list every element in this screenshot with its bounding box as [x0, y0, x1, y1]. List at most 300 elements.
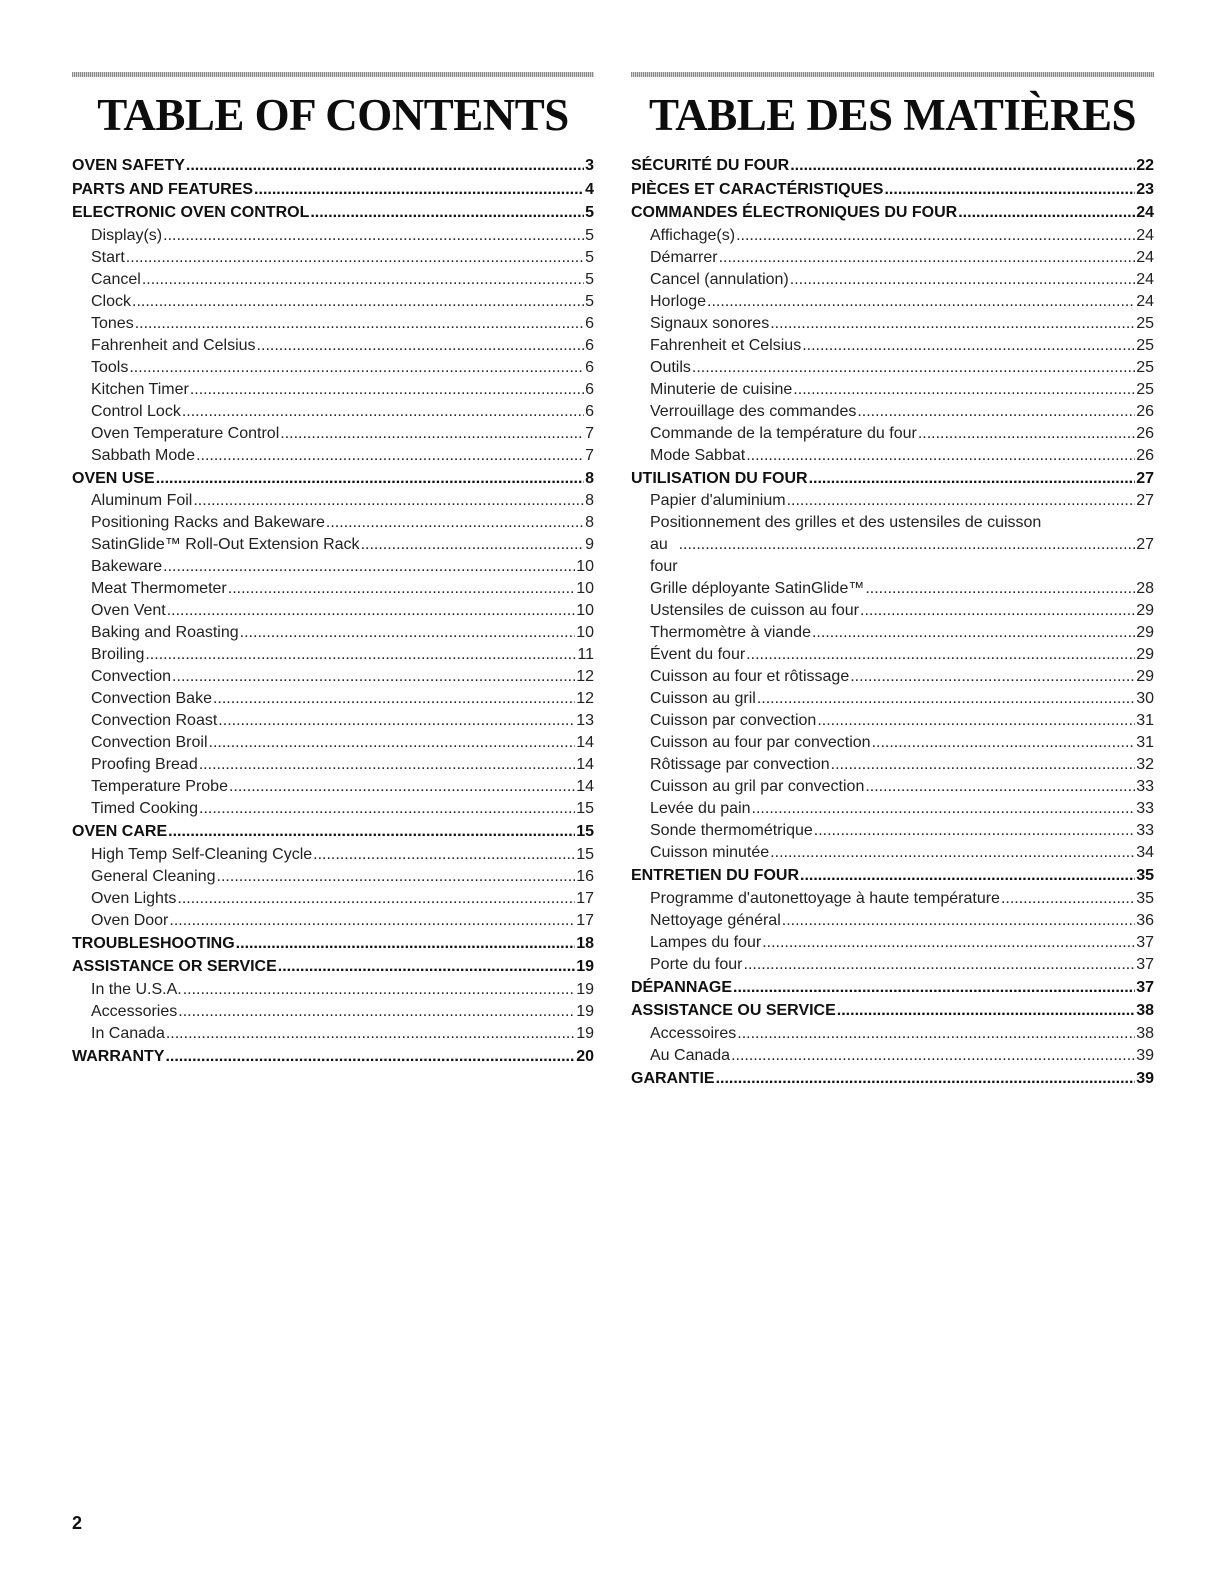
toc-subsection-entry[interactable]	[631, 842, 1154, 864]
toc-subsection-entry[interactable]	[631, 688, 1154, 710]
dot-leader	[817, 710, 1135, 732]
dot-leader	[872, 732, 1136, 754]
toc-page-number: 36	[1136, 911, 1154, 929]
dot-leader	[213, 688, 575, 710]
toc-entry-title: In Canada	[91, 1024, 165, 1042]
toc-page-number: 10	[576, 602, 594, 619]
toc-subsection-entry[interactable]	[72, 688, 594, 710]
toc-entry-title: Commande de la température du four	[650, 424, 917, 442]
dot-leader	[163, 556, 575, 578]
toc-subsection-entry[interactable]	[72, 844, 594, 866]
toc-subsection-entry[interactable]	[72, 754, 594, 776]
toc-subsection-entry[interactable]	[72, 335, 594, 357]
toc-entry-title: Accessoires	[650, 1024, 737, 1042]
dot-leader	[692, 357, 1135, 379]
toc-subsection-entry[interactable]	[72, 866, 594, 888]
toc-entry-title: Cuisson minutée	[650, 844, 770, 861]
toc-entry-title: Minuterie de cuisine	[650, 380, 793, 398]
toc-page-number: 35	[1136, 889, 1154, 907]
toc-entry-title: Convection Bake	[91, 690, 212, 707]
toc-entry-title: Meat Thermometer	[91, 580, 227, 597]
toc-section-entry[interactable]	[631, 999, 1154, 1023]
dot-leader	[762, 932, 1135, 954]
dot-leader	[812, 622, 1135, 644]
toc-entry-title: Baking and Roasting	[91, 624, 239, 641]
dot-leader	[837, 999, 1135, 1023]
toc-entry-title: Fahrenheit and Celsius	[91, 336, 256, 354]
toc-entry-title: Display(s)	[91, 226, 163, 244]
toc-page-number: 18	[576, 934, 594, 952]
dot-leader	[199, 754, 575, 776]
dot-leader	[884, 178, 1135, 202]
toc-entry-title: Rôtissage par convection	[650, 756, 830, 773]
dot-leader	[135, 313, 584, 335]
toc-page-number: 19	[576, 958, 594, 975]
toc-section-entry[interactable]	[72, 467, 594, 491]
toc-column-english	[72, 72, 594, 1068]
dot-leader	[831, 754, 1136, 776]
dot-leader	[860, 600, 1135, 622]
dot-leader	[770, 313, 1135, 335]
toc-entry-title: TROUBLESHOOTING	[72, 934, 235, 952]
toc-subsection-entry[interactable]	[72, 556, 594, 578]
toc-subsection-entry[interactable]	[72, 1001, 594, 1023]
toc-entry-title: Thermomètre à viande	[650, 624, 811, 641]
toc-entry-title: Tools	[91, 358, 129, 376]
toc-entry-title: Oven Door	[91, 911, 169, 929]
dot-leader	[865, 578, 1135, 600]
dot-leader	[736, 225, 1135, 247]
toc-section-entry[interactable]	[72, 932, 594, 956]
toc-entry-title: Aluminum Foil	[91, 492, 193, 509]
toc-page-number: 26	[1136, 446, 1154, 464]
toc-page-number: 14	[576, 734, 594, 751]
toc-entry-title: Cuisson par convection	[650, 712, 817, 729]
toc-subsection-entry[interactable]	[631, 666, 1154, 688]
toc-page-number: 19	[576, 1024, 594, 1042]
dot-leader	[752, 798, 1136, 820]
dot-leader	[865, 776, 1135, 798]
toc-page-number: 17	[576, 889, 594, 907]
dot-leader	[737, 1023, 1135, 1045]
dot-leader	[802, 335, 1135, 357]
toc-page-number: 17	[576, 911, 594, 929]
toc-page-number: 27	[1136, 492, 1154, 509]
toc-page-number: 32	[1136, 756, 1154, 773]
toc-section-entry[interactable]	[72, 820, 594, 844]
toc-subsection-entry[interactable]	[72, 225, 594, 247]
toc-page-number: 5	[585, 270, 594, 288]
toc-page-number: 9	[585, 536, 594, 553]
toc-subsection-entry[interactable]	[631, 401, 1154, 423]
toc-page-number: 5	[585, 226, 594, 244]
dot-leader	[166, 1023, 575, 1045]
toc-entry-title: SÉCURITÉ DU FOUR	[631, 157, 790, 174]
toc-page-number: 6	[585, 402, 594, 420]
dot-leader	[156, 467, 584, 491]
dot-leader	[361, 534, 585, 556]
dot-leader	[177, 888, 575, 910]
toc-entry-title: SatinGlide™ Roll-Out Extension Rack	[91, 536, 360, 553]
dot-leader	[129, 357, 584, 379]
toc-page-number: 6	[585, 314, 594, 332]
toc-subsection-entry[interactable]	[72, 979, 594, 1001]
toc-section-entry[interactable]	[72, 201, 594, 225]
dot-leader	[217, 866, 576, 888]
toc-subsection-entry[interactable]	[631, 357, 1154, 379]
toc-page-number: 30	[1136, 690, 1154, 707]
toc-section-entry[interactable]	[72, 178, 594, 202]
toc-page-number: 6	[585, 380, 594, 398]
dot-leader	[800, 864, 1135, 888]
dot-leader	[168, 820, 575, 844]
toc-entry-title: DÉPANNAGE	[631, 978, 733, 996]
toc-column-french	[631, 72, 1154, 1090]
toc-page-number: 31	[1136, 734, 1154, 751]
toc-section-entry[interactable]	[72, 1045, 594, 1069]
dot-leader	[218, 710, 575, 732]
toc-page-number: 27	[1136, 536, 1154, 553]
toc-section-entry[interactable]	[631, 201, 1154, 225]
toc-entry-title: OVEN SAFETY	[72, 157, 185, 174]
toc-page-number: 8	[585, 469, 594, 487]
toc-entry-title: Oven Vent	[91, 602, 166, 619]
toc-subsection-entry[interactable]	[72, 622, 594, 644]
toc-subsection-entry[interactable]	[631, 776, 1154, 798]
toc-subsection-entry[interactable]	[72, 379, 594, 401]
toc-entry-title: Proofing Bread	[91, 756, 198, 773]
toc-page-number: 6	[585, 336, 594, 354]
toc-subsection-entry[interactable]	[631, 798, 1154, 820]
toc-entry-title: Cuisson au gril par convection	[650, 778, 865, 795]
toc-entry-title: Outils	[650, 358, 691, 376]
dot-leader	[182, 401, 584, 423]
toc-page-number: 7	[585, 424, 594, 442]
toc-page-number: 24	[1136, 204, 1154, 221]
toc-subsection-entry[interactable]	[72, 423, 594, 445]
toc-list	[631, 154, 1154, 1090]
dot-leader	[163, 225, 584, 247]
toc-subsection-entry[interactable]	[72, 534, 594, 556]
dot-leader	[746, 445, 1135, 467]
toc-subsection-entry[interactable]	[631, 710, 1154, 732]
toc-page-number: 37	[1136, 978, 1154, 996]
toc-page-number: 5	[585, 248, 594, 266]
dot-leader	[167, 600, 575, 622]
toc-entry-title: ENTRETIEN DU FOUR	[631, 867, 799, 884]
toc-subsection-entry[interactable]	[72, 798, 594, 820]
toc-page-number: 25	[1136, 380, 1154, 398]
dot-leader	[809, 467, 1136, 491]
toc-section-entry[interactable]	[631, 178, 1154, 202]
toc-subsection-entry[interactable]	[72, 247, 594, 269]
dot-leader	[280, 423, 584, 445]
toc-subsection-entry[interactable]	[72, 269, 594, 291]
toc-subsection-entry[interactable]	[631, 754, 1154, 776]
dot-leader	[793, 379, 1135, 401]
toc-entry-title: Mode Sabbat	[650, 446, 746, 464]
toc-entry-title: OVEN USE	[72, 469, 155, 487]
toc-page-number: 15	[576, 823, 594, 840]
toc-entry-title: Convection Broil	[91, 734, 208, 751]
toc-subsection-entry[interactable]	[631, 335, 1154, 357]
toc-page-number: 19	[576, 980, 594, 998]
toc-subsection-entry[interactable]	[72, 600, 594, 622]
toc-subsection-entry[interactable]	[72, 401, 594, 423]
toc-page-number: 8	[585, 514, 594, 531]
toc-subsection-entry[interactable]	[631, 512, 1154, 578]
toc-entry-title: Tones	[91, 314, 134, 332]
toc-page-number: 37	[1136, 933, 1154, 951]
dot-leader	[196, 445, 584, 467]
toc-entry-title: ASSISTANCE OU SERVICE	[631, 1002, 836, 1019]
toc-entry-title: COMMANDES ÉLECTRONIQUES DU FOUR	[631, 204, 958, 221]
dot-leader	[199, 798, 575, 820]
dot-leader	[326, 512, 584, 534]
dot-leader	[770, 842, 1135, 864]
toc-subsection-entry[interactable]	[631, 910, 1154, 932]
toc-entry-title: GARANTIE	[631, 1069, 715, 1087]
toc-entry-title: Positionnement des grilles et des ustensiles de cuisson	[650, 514, 1042, 531]
toc-entry-title: Clock	[91, 292, 132, 310]
toc-subsection-entry[interactable]	[631, 888, 1154, 910]
toc-page-number: 25	[1136, 358, 1154, 376]
toc-entry-title: In the U.S.A.	[91, 980, 182, 998]
toc-entry-title: Control Lock	[91, 402, 181, 420]
toc-entry-title: Au Canada	[650, 1046, 731, 1064]
toc-page-number: 10	[576, 580, 594, 597]
toc-entry-title: Levée du pain	[650, 800, 751, 817]
dot-leader	[254, 178, 584, 202]
toc-subsection-entry[interactable]	[72, 910, 594, 932]
toc-entry-title: Temperature Probe	[91, 778, 228, 795]
toc-subsection-entry[interactable]	[631, 490, 1154, 512]
toc-entry-title: ELECTRONIC OVEN CONTROL	[72, 204, 310, 221]
toc-subsection-entry[interactable]	[631, 732, 1154, 754]
toc-section-entry[interactable]	[631, 864, 1154, 888]
toc-page-number: 27	[1136, 469, 1154, 487]
toc-section-entry[interactable]	[631, 976, 1154, 1000]
dot-leader	[236, 932, 576, 956]
toc-page-number: 24	[1136, 292, 1154, 310]
toc-entry-title: Oven Temperature Control	[91, 424, 280, 442]
toc-entry-title: Lampes du four	[650, 933, 762, 951]
toc-page-number: 39	[1136, 1069, 1154, 1087]
toc-page-number: 13	[576, 712, 594, 729]
toc-subsection-entry[interactable]	[72, 357, 594, 379]
toc-page-number: 4	[585, 180, 594, 198]
toc-page-number: 25	[1136, 314, 1154, 332]
toc-subsection-entry[interactable]	[72, 710, 594, 732]
toc-entry-title: Affichage(s)	[650, 226, 736, 244]
toc-page-number: 11	[577, 646, 594, 663]
dot-leader	[857, 401, 1135, 423]
toc-subsection-entry[interactable]	[631, 820, 1154, 842]
toc-section-entry[interactable]	[631, 467, 1154, 491]
toc-page-number: 5	[585, 292, 594, 310]
toc-page-number: 33	[1136, 800, 1154, 817]
toc-page-number: 29	[1136, 668, 1154, 685]
toc-page-number: 26	[1136, 424, 1154, 442]
dot-leader	[240, 622, 576, 644]
toc-entry-title: PARTS AND FEATURES	[72, 180, 254, 198]
toc-entry-title: Timed Cooking	[91, 800, 199, 817]
toc-subsection-entry[interactable]	[631, 1045, 1154, 1067]
dot-leader	[744, 954, 1136, 976]
toc-page-number: 15	[576, 845, 594, 863]
toc-page-number: 20	[576, 1047, 594, 1065]
toc-subsection-entry[interactable]	[631, 269, 1154, 291]
toc-entry-title: Cuisson au four et rôtissage	[650, 668, 850, 685]
dot-leader	[209, 732, 576, 754]
toc-page-number: 26	[1136, 402, 1154, 420]
toc-page-number: 22	[1136, 157, 1154, 174]
toc-entry-title: Start	[91, 248, 125, 266]
toc-page-number: 8	[585, 492, 594, 509]
toc-section-entry[interactable]	[631, 154, 1154, 178]
dot-leader	[716, 1067, 1136, 1091]
toc-page-number: 29	[1136, 602, 1154, 619]
toc-entry-title: Nettoyage général	[650, 911, 781, 929]
dot-leader	[172, 666, 575, 688]
dot-leader	[257, 335, 585, 357]
toc-subsection-entry[interactable]	[631, 622, 1154, 644]
toc-entry-title: Horloge	[650, 292, 707, 310]
toc-page-number: 6	[585, 358, 594, 376]
dot-leader	[679, 534, 1136, 556]
toc-subsection-entry[interactable]	[72, 512, 594, 534]
toc-entry-title: ASSISTANCE OR SERVICE	[72, 958, 277, 975]
dot-leader	[313, 844, 575, 866]
dot-leader	[790, 269, 1135, 291]
dot-leader	[126, 247, 584, 269]
dot-leader	[787, 490, 1136, 512]
dot-leader	[1001, 888, 1135, 910]
toc-page-number: 39	[1136, 1046, 1154, 1064]
toc-page-number: 16	[576, 867, 594, 885]
toc-entry-title-line2: au four	[650, 536, 678, 575]
toc-list	[72, 154, 594, 1068]
toc-subsection-entry[interactable]	[631, 291, 1154, 313]
toc-entry-title: Accessories	[91, 1002, 178, 1020]
toc-entry-title: Kitchen Timer	[91, 380, 189, 398]
toc-subsection-entry[interactable]	[72, 776, 594, 798]
toc-page-number: 19	[576, 1002, 594, 1020]
toc-entry-title: Cancel (annulation)	[650, 270, 789, 288]
toc-subsection-entry[interactable]	[72, 644, 594, 666]
toc-section-entry[interactable]	[72, 154, 594, 178]
dot-leader	[228, 578, 575, 600]
dot-leader	[310, 201, 584, 225]
toc-subsection-entry[interactable]	[631, 313, 1154, 335]
toc-subsection-entry[interactable]	[631, 932, 1154, 954]
toc-entry-title: Oven Lights	[91, 889, 177, 907]
toc-page-number: 14	[576, 778, 594, 795]
toc-subsection-entry[interactable]	[72, 490, 594, 512]
dot-leader	[132, 291, 584, 313]
toc-entry-title: Convection	[91, 668, 172, 685]
toc-subsection-entry[interactable]	[631, 225, 1154, 247]
toc-entry-title: UTILISATION DU FOUR	[631, 469, 808, 487]
toc-subsection-entry[interactable]	[72, 578, 594, 600]
toc-entry-title: High Temp Self-Cleaning Cycle	[91, 845, 313, 863]
toc-section-entry[interactable]	[72, 955, 594, 979]
toc-entry-title: Ustensiles de cuisson au four	[650, 602, 859, 619]
toc-subsection-entry[interactable]	[72, 732, 594, 754]
toc-page-number: 37	[1136, 955, 1154, 973]
dot-leader	[731, 1045, 1135, 1067]
toc-entry-title: Cancel	[91, 270, 141, 288]
toc-page-number: 10	[576, 558, 594, 575]
toc-entry-title: Évent du four	[650, 646, 746, 663]
toc-subsection-entry[interactable]	[631, 423, 1154, 445]
toc-page-number: 10	[576, 624, 594, 641]
toc-page-number: 31	[1136, 712, 1154, 729]
dot-leader	[183, 979, 575, 1001]
toc-subsection-entry[interactable]	[72, 291, 594, 313]
toc-entry-title: Positioning Racks and Bakeware	[91, 514, 325, 531]
dot-leader	[719, 247, 1136, 269]
toc-page-number: 34	[1136, 844, 1154, 861]
dot-leader	[918, 423, 1135, 445]
dot-leader	[169, 910, 575, 932]
dot-leader	[165, 1045, 575, 1069]
toc-subsection-entry[interactable]	[631, 644, 1154, 666]
toc-entry-title: Signaux sonores	[650, 314, 770, 332]
dot-leader	[229, 776, 575, 798]
toc-page-number: 33	[1136, 778, 1154, 795]
toc-page-number: 38	[1136, 1024, 1154, 1042]
toc-subsection-entry[interactable]	[72, 313, 594, 335]
toc-entry-title: Sonde thermométrique	[650, 822, 813, 839]
dot-leader	[790, 154, 1135, 178]
toc-entry-title: Convection Roast	[91, 712, 218, 729]
toc-entry-title: OVEN CARE	[72, 823, 168, 840]
toc-subsection-entry[interactable]	[72, 666, 594, 688]
toc-entry-title: PIÈCES ET CARACTÉRISTIQUES	[631, 180, 884, 198]
toc-page-number: 24	[1136, 248, 1154, 266]
toc-subsection-entry[interactable]	[631, 445, 1154, 467]
toc-subsection-entry[interactable]	[631, 600, 1154, 622]
toc-entry-title: Sabbath Mode	[91, 446, 196, 464]
toc-section-entry[interactable]	[631, 1067, 1154, 1091]
toc-page-number: 28	[1136, 580, 1154, 597]
toc-subsection-entry[interactable]	[631, 954, 1154, 976]
top-rule	[72, 72, 594, 77]
toc-page-number: 35	[1136, 867, 1154, 884]
dot-leader	[757, 688, 1135, 710]
toc-page-number: 23	[1136, 180, 1154, 198]
toc-page-number: 38	[1136, 1002, 1154, 1019]
toc-entry-title: Cuisson au gril	[650, 690, 756, 707]
toc-page-number: 3	[585, 157, 594, 174]
toc-entry-title: Verrouillage des commandes	[650, 402, 857, 420]
dot-leader	[190, 379, 584, 401]
toc-subsection-entry[interactable]	[72, 888, 594, 910]
toc-subsection-entry[interactable]	[631, 1023, 1154, 1045]
dot-leader	[145, 644, 576, 666]
toc-entry-title: Cuisson au four par convection	[650, 734, 871, 751]
toc-page-number: 15	[576, 800, 594, 817]
dot-leader	[178, 1001, 575, 1023]
toc-subsection-entry[interactable]	[631, 247, 1154, 269]
toc-subsection-entry[interactable]	[72, 1023, 594, 1045]
toc-subsection-entry[interactable]	[631, 578, 1154, 600]
toc-page-number: 14	[576, 756, 594, 773]
toc-subsection-entry[interactable]	[72, 445, 594, 467]
toc-subsection-entry[interactable]	[631, 379, 1154, 401]
toc-entry-title: General Cleaning	[91, 867, 216, 885]
